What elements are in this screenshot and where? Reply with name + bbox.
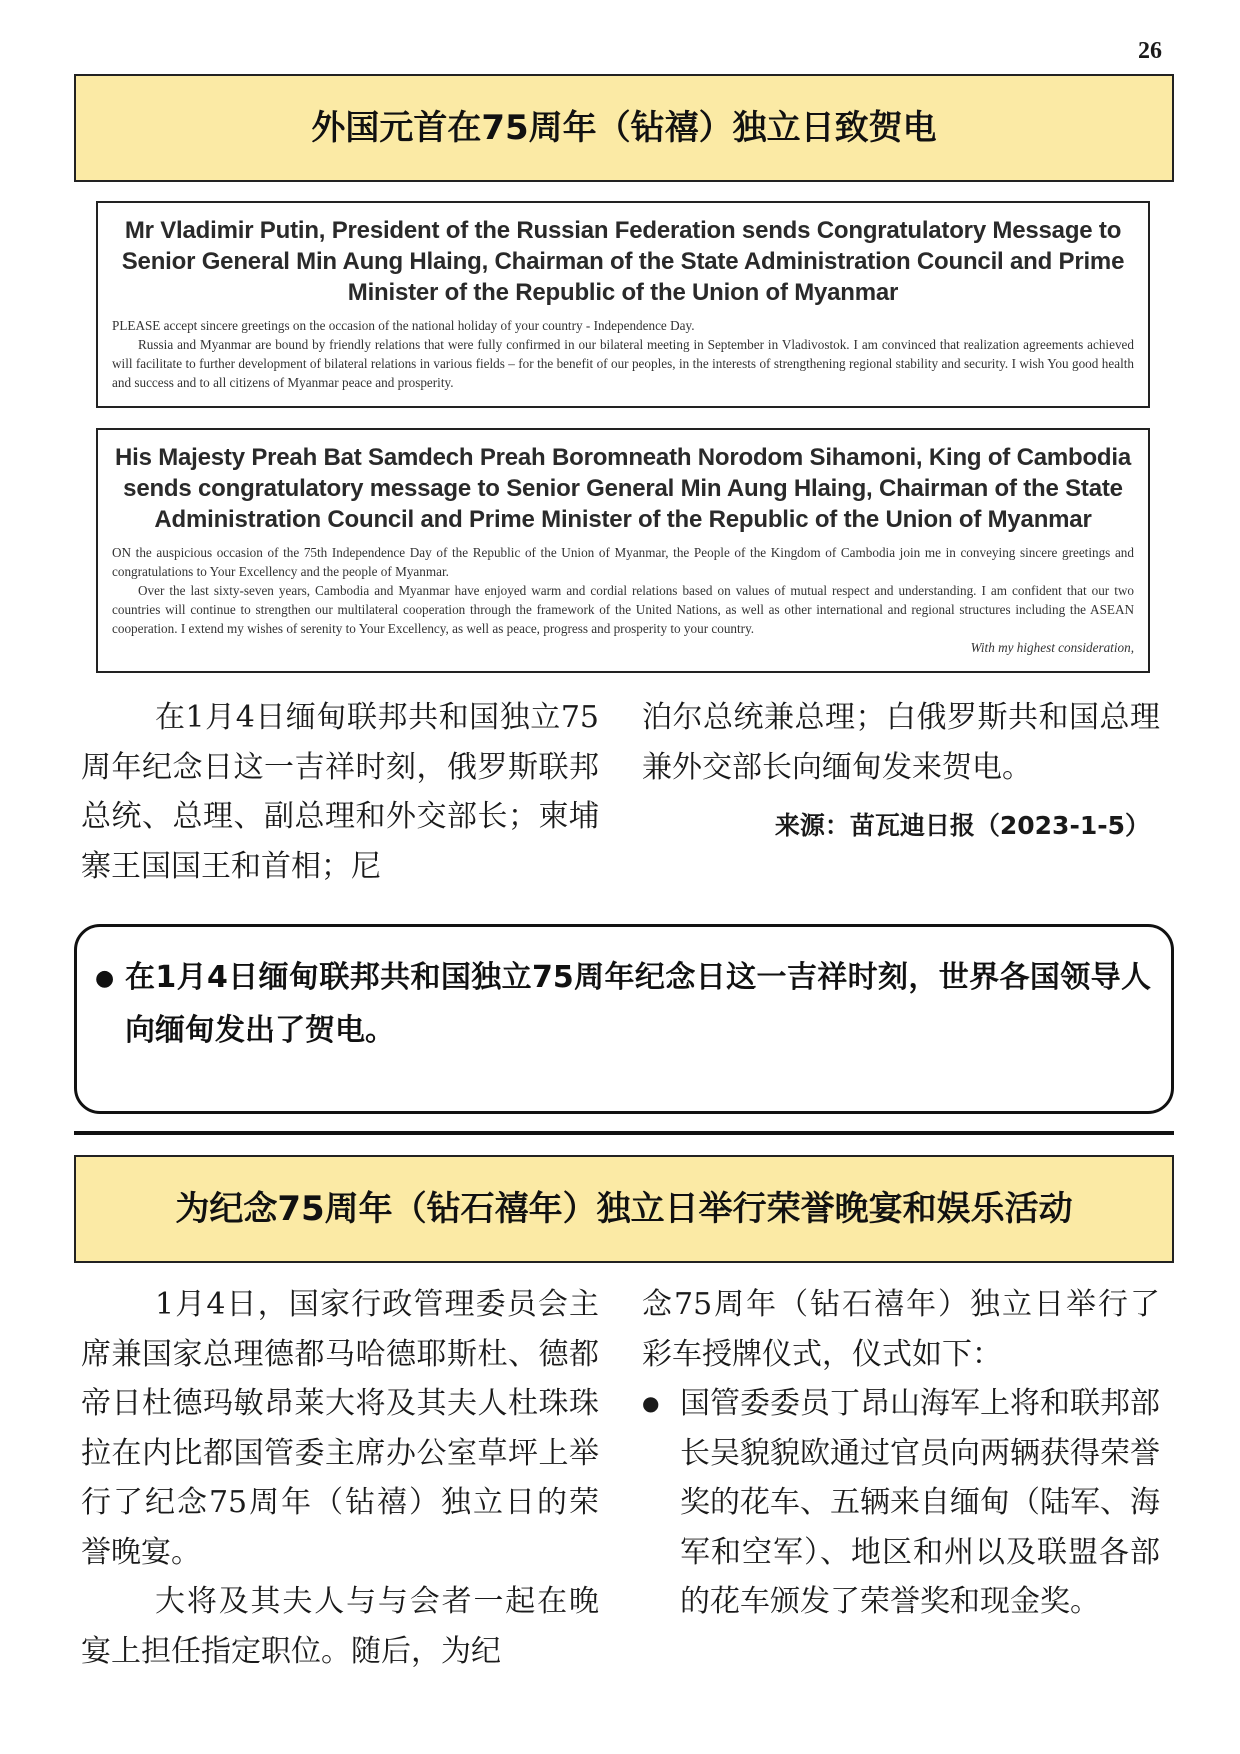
summary-bullet bbox=[95, 951, 1151, 1057]
source-citation: 来源：苗瓦迪日报（2023-1-5） bbox=[774, 811, 1150, 840]
bullet-icon: ● bbox=[642, 1391, 660, 1415]
clip-paragraph: Over the last sixty-seven years, Cambodia and Myanmar have enjoyed warm and cordial relations based on values of mutual respect and understanding. I am confident that our two countries will continue to strengthen our multilateral cooperation through the framework of the United Nations, as well as other international and regional structures including the ASEAN cooperation. I extend my wishes of serenity to Your Excellency, as well as peace, progress and prosperity to your country. bbox=[112, 583, 1134, 636]
clip-headline: Mr Vladimir Putin, President of the Russian Federation sends Congratulatory Message to Senior General Min Aung Hlaing, Chairman of the State Administration Council and Prime Minister of the Republic of the Union of Myanmar bbox=[121, 217, 1125, 306]
clip-paragraph: ON the auspicious occasion of the 75th Independence Day of the Republic of the Union of Myanmar, the People of the Kingdom of Cambodia join me in conveying sincere greetings and congratulations to Your Excellency and the people of Myanmar. bbox=[112, 545, 1134, 579]
page-number: 26 bbox=[1138, 38, 1162, 64]
article-paragraph: 在1月4日缅甸联邦共和国独立75周年纪念日这一吉祥时刻，俄罗斯联邦总统、总理、副总理和外交部长；柬埔寨王国国王和首相；尼 bbox=[81, 700, 599, 884]
clip-closing: With my highest consideration, bbox=[970, 640, 1134, 655]
article-column-left bbox=[81, 693, 599, 891]
newspaper-clip-cambodia bbox=[96, 428, 1150, 673]
article-paragraph: 大将及其夫人与与会者一起在晚宴上担任指定职位。随后，为纪 bbox=[81, 1584, 599, 1669]
section-title-congratulations: 外国元首在75周年（钻禧）独立日致贺电 bbox=[74, 74, 1174, 182]
newspaper-clip-putin bbox=[96, 201, 1150, 408]
clip-body bbox=[112, 543, 1134, 657]
article-paragraph: 泊尔总统兼总理；白俄罗斯共和国总理兼外交部长向缅甸发来贺电。 bbox=[642, 700, 1160, 785]
section-divider bbox=[74, 1131, 1174, 1135]
article-column-right bbox=[642, 1280, 1160, 1627]
summary-text: 在1月4日缅甸联邦共和国独立75周年纪念日这一吉祥时刻，世界各国领导人向缅甸发出了贺电。 bbox=[125, 960, 1151, 1048]
bullet-icon: ● bbox=[95, 966, 115, 991]
list-item-text: 国管委委员丁昂山海军上将和联邦部长吴貌貌欧通过官员向两辆获得荣誉奖的花车、五辆来自缅甸（陆军、海军和空军）、地区和州以及联盟各部的花车颁发了荣誉奖和现金奖。 bbox=[680, 1386, 1160, 1619]
clip-headline: His Majesty Preah Bat Samdech Preah Boromneath Norodom Sihamoni, King of Cambodia sends congratulatory message to Senior General Min Aung Hlaing, Chairman of the State Administration Council and Prime Minister of the Republic of the Union of Myanmar bbox=[115, 444, 1131, 533]
section-title-banquet: 为纪念75周年（钻石禧年）独立日举行荣誉晚宴和娱乐活动 bbox=[74, 1155, 1174, 1263]
list-item bbox=[642, 1379, 1160, 1627]
clip-paragraph: PLEASE accept sincere greetings on the occasion of the national holiday of your country - Independence Day. bbox=[112, 318, 695, 333]
article-column-left bbox=[81, 1280, 599, 1676]
article-paragraph: 1月4日，国家行政管理委员会主席兼国家总理德都马哈德耶斯杜、德都帝日杜德玛敏昂莱大将及其夫人杜珠珠拉在内比都国管委主席办公室草坪上举行了纪念75周年（钻禧）独立日的荣誉晚宴。 bbox=[81, 1287, 599, 1570]
summary-box bbox=[74, 924, 1174, 1114]
article-column-right bbox=[642, 693, 1160, 846]
clip-body bbox=[112, 316, 1134, 392]
article-paragraph: 念75周年（钻石禧年）独立日举行了彩车授牌仪式，仪式如下： bbox=[642, 1287, 1160, 1372]
clip-paragraph: Russia and Myanmar are bound by friendly relations that were fully confirmed in our bilateral meeting in September in Vladivostok. I am convinced that realization agreements achieved will facilitate to further development of bilateral relations in various fields – for the benefit of our peoples, in the interests of strengthening regional stability and security. I wish You good health and success and to all citizens of Myanmar peace and prosperity. bbox=[112, 337, 1134, 390]
